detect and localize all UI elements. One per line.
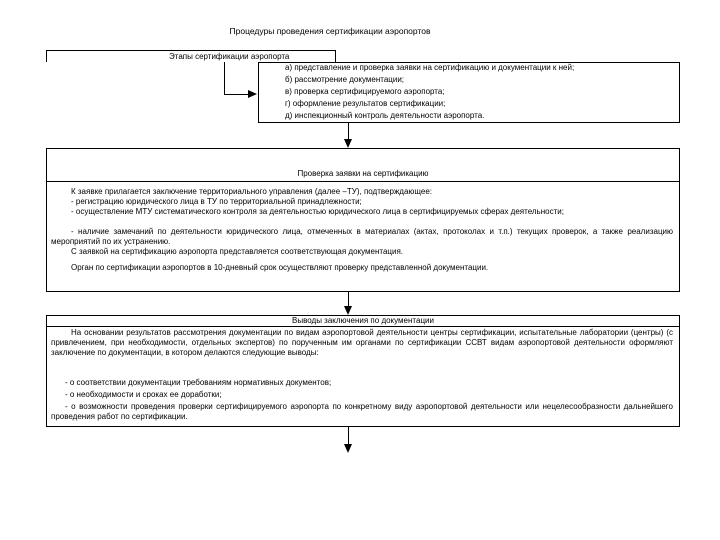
stage-item-b: б) рассмотрение документации; bbox=[285, 75, 405, 84]
arrow-down-icon bbox=[344, 306, 352, 315]
divider bbox=[47, 181, 679, 182]
paragraph: - о соответствии документации требованиям нормативных документов; bbox=[65, 378, 332, 387]
application-check-box bbox=[46, 148, 680, 292]
arrow-line-1 bbox=[348, 123, 349, 140]
paragraph: Орган по сертификации аэропортов в 10-дневный срок осуществляют проверку представленной документации. bbox=[71, 263, 489, 272]
stage-item-c: в) проверка сертифицируемого аэропорта; bbox=[285, 87, 445, 96]
stage-item-a: а) представление и проверка заявки на сертификацию и документации к ней; bbox=[285, 63, 575, 72]
page-title: Процедуры проведения сертификации аэропортов bbox=[229, 26, 431, 36]
arrow-right-icon bbox=[248, 90, 257, 98]
paragraph: На основании результатов рассмотрения документации по видам аэропортовой деятельности центры сертификации, испытательные лаборатории (центры) (с привлечением, при необходимости, отдельных экспертов) по порученным им органами по сертификации ССВТ видам аэропортовой деятельности оформляют заключение по документации, в котором делаются следующие выводы: bbox=[51, 328, 673, 357]
paragraph: - осуществление МТУ систематического контроля за деятельностью юридического лица в сертифицируемых сферах деятельности; bbox=[71, 207, 564, 216]
stage-item-d: г) оформление результатов сертификации; bbox=[285, 99, 446, 108]
conclusions-box bbox=[46, 315, 680, 427]
paragraph: - наличие замечаний по деятельности юридического лица, отмеченных в материалах (актах, протоколах и т.п.) текущих проверок, а также реализацию мероприятий по их устранению. bbox=[51, 227, 673, 246]
stages-list-box bbox=[258, 62, 680, 123]
paragraph: - о возможности проведения проверки сертифицируемого аэропорта по конкретному виду аэропортовой деятельности или нецелесообразности дальнейшего проведения работ по сертификации. bbox=[51, 402, 673, 421]
paragraph: С заявкой на сертификацию аэропорта представляется соответствующая документация. bbox=[71, 247, 404, 256]
paragraph: - о необходимости и сроках ее доработки; bbox=[65, 390, 222, 399]
paragraph: - регистрацию юридического лица в ТУ по территориальной принадлежности; bbox=[71, 197, 362, 206]
stage-item-e: д) инспекционный контроль деятельности аэропорта. bbox=[285, 111, 485, 120]
paragraph: К заявке прилагается заключение территориального управления (далее –ТУ), подтверждающее: bbox=[71, 187, 433, 196]
stages-header-label: Этапы сертификации аэропорта bbox=[169, 52, 290, 61]
arrow-line-3 bbox=[348, 427, 349, 445]
conclusions-header: Выводы заключения по документации bbox=[292, 316, 434, 325]
stages-header-box bbox=[46, 50, 336, 62]
connector-line-horizontal bbox=[224, 94, 250, 95]
divider bbox=[47, 326, 679, 327]
arrow-down-icon bbox=[344, 139, 352, 148]
application-check-header: Проверка заявки на сертификацию bbox=[297, 169, 429, 178]
arrow-down-icon bbox=[344, 444, 352, 453]
connector-line-vertical bbox=[224, 62, 225, 94]
